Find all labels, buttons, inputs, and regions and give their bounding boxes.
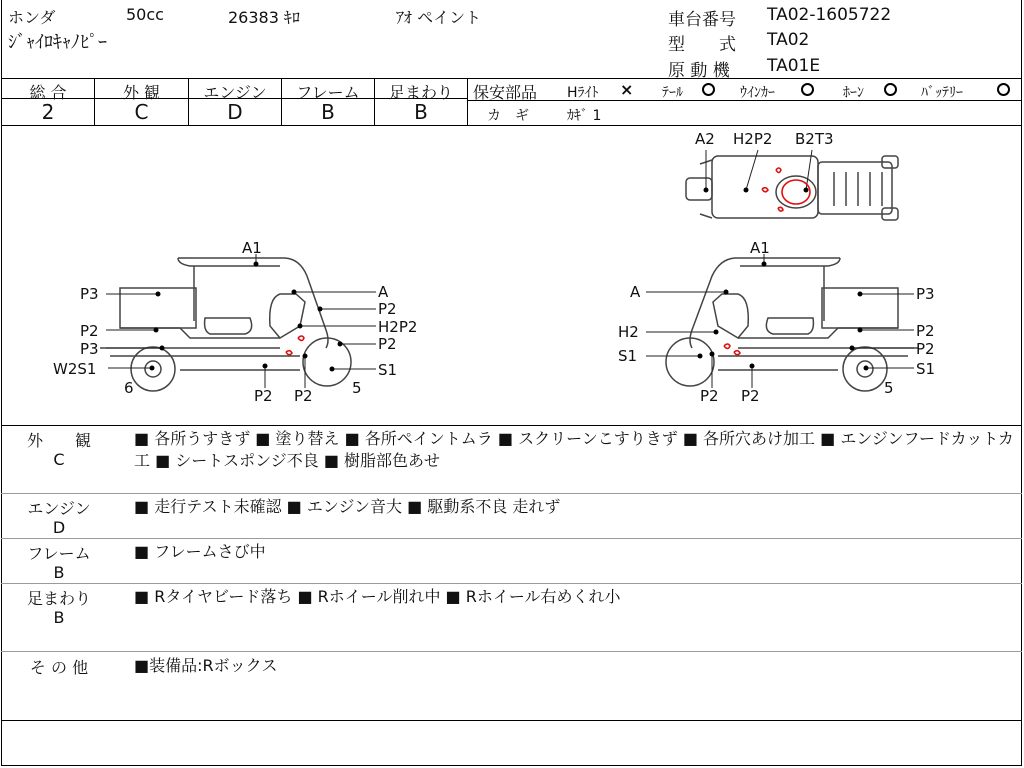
diagram-bottom-rule — [1, 425, 1022, 426]
diagram-label-right-p2-b2: P2 — [741, 387, 760, 405]
diagram-label-right-a: A — [630, 283, 641, 301]
section-suspension-grade: B — [53, 608, 65, 627]
section-engine-text: ■ 走行テスト未確認 ■ エンジン音大 ■ 駆動系不良 走れず — [134, 497, 561, 516]
section-other-text: ■装備品:Rボックス — [134, 656, 278, 675]
grade-engine: D — [227, 100, 243, 124]
section-exterior-label: 外 観 — [26, 431, 91, 450]
winker-label: ｳｲﾝｶｰ — [740, 85, 775, 101]
chassis-value: TA02-1605722 — [767, 5, 892, 25]
section-other-label: そ の 他 — [29, 658, 89, 677]
diagram-label-left-p2-r1: P2 — [378, 300, 397, 318]
diagram-label-right-p3: P3 — [916, 285, 935, 303]
scooter-left-side-view — [100, 258, 351, 391]
tail-label: ﾃｰﾙ — [662, 85, 683, 101]
grade-header-frame: フレーム — [296, 83, 360, 102]
diagram-label-left-s1: S1 — [378, 361, 398, 379]
headlight-label: Hﾗｲﾄ — [567, 85, 599, 101]
diagram-label-right-p2-1: P2 — [916, 322, 935, 340]
grade-header-engine: エンジン — [203, 83, 267, 102]
diagram-label-top-a2: A2 — [695, 130, 715, 148]
engine-value: TA01E — [767, 56, 821, 76]
scooter-right-side-view — [666, 258, 918, 391]
diagram-label-left-a1: A1 — [242, 239, 262, 257]
diagram-label-right-h2: H2 — [618, 323, 639, 341]
section-divider — [1, 651, 1022, 652]
diagram-label-left-p3-top: P3 — [80, 285, 99, 303]
horn-ok-circle-icon — [884, 83, 897, 96]
engine-label: 原 動 機 — [668, 61, 730, 81]
section-suspension-text: ■ Rタイヤビード落ち ■ Rホイール削れ中 ■ Rホイール右めくれ小 — [134, 587, 621, 606]
diagram-label-left-h2p2: H2P2 — [378, 318, 418, 336]
diagram-label-right-5: 5 — [884, 379, 894, 397]
diagram-label-left-p2-r2: P2 — [378, 335, 397, 353]
mileage: 26383 ｷﾛ — [228, 8, 300, 27]
battery-ok-circle-icon — [997, 83, 1010, 96]
winker-ok-circle-icon — [801, 83, 814, 96]
section-bottom-rule — [1, 720, 1022, 721]
section-frame-grade: B — [53, 563, 65, 582]
diagram-label-left-5: 5 — [352, 379, 362, 397]
diagram-label-right-p2-b1: P2 — [700, 387, 719, 405]
diagram-label-left-p2-b2: P2 — [294, 387, 313, 405]
diagram-label-left-p3-low: P3 — [80, 340, 99, 358]
type-value: TA02 — [767, 30, 810, 50]
diagram-label-left-p2-b1: P2 — [254, 387, 273, 405]
grade-suspension: B — [414, 100, 428, 124]
section-frame-label: フレーム — [27, 544, 91, 563]
grade-header-suspension: 足まわり — [388, 83, 453, 102]
grade-top-rule — [1, 78, 1022, 79]
key-value: ｶｷﾞ 1 — [567, 108, 602, 124]
grade-overall: 2 — [41, 100, 55, 124]
type-label: 型 式 — [668, 35, 736, 55]
battery-label: ﾊﾞｯﾃﾘｰ — [921, 85, 963, 101]
color: ｱｵ ペイント — [396, 8, 482, 27]
headlight-cross-icon: × — [620, 80, 634, 99]
section-suspension-label: 足まわり — [26, 589, 91, 608]
diagram-label-right-a1: A1 — [750, 239, 770, 257]
diagram-label-top-h2p2: H2P2 — [733, 130, 773, 148]
maker: ホンダ — [8, 8, 56, 27]
safety-label: 保安部品 — [473, 83, 538, 102]
section-exterior-grade: C — [53, 450, 65, 469]
section-divider — [1, 538, 1022, 539]
grade-exterior: C — [134, 100, 149, 124]
horn-label: ﾎｰﾝ — [843, 85, 864, 101]
tail-ok-circle-icon — [702, 83, 715, 96]
section-engine-grade: D — [52, 518, 66, 537]
grade-header-exterior: 外 観 — [122, 83, 161, 102]
diagram-label-left-p2-mid: P2 — [80, 322, 99, 340]
damage-diagram — [0, 126, 1024, 424]
diagram-label-top-b2t3: B2T3 — [795, 130, 834, 148]
displacement: 50cc — [126, 5, 164, 24]
diagram-label-right-p2-2: P2 — [916, 340, 935, 358]
model-name: ｼﾞｬｲﾛｷｬﾉﾋﾟｰ — [8, 32, 107, 53]
grade-frame: B — [321, 100, 335, 124]
diagram-label-left-6: 6 — [124, 379, 134, 397]
section-engine-label: エンジン — [27, 499, 91, 518]
key-label: カ ギ — [487, 108, 529, 124]
section-divider — [1, 493, 1022, 494]
diagram-label-left-w2s1: W2S1 — [53, 360, 97, 378]
scooter-top-view — [686, 156, 898, 220]
grade-header-overall: 総 合 — [29, 83, 67, 102]
diagram-label-right-s1-left: S1 — [618, 347, 638, 365]
diagram-label-left-a: A — [378, 283, 389, 301]
col-divider — [467, 78, 468, 125]
section-exterior-text: ■ 各所うすきず ■ 塗り替え ■ 各所ペイントムラ ■ スクリーンこすりきず ■ 各所穴あけ加工 ■ エンジンフードカットカ工 ■ シートスポンジ不良 ■ 樹脂部色あせ — [134, 429, 1014, 470]
chassis-label: 車台番号 — [668, 10, 736, 30]
diagram-label-right-s1: S1 — [916, 360, 936, 378]
section-divider — [1, 583, 1022, 584]
section-frame-text: ■ フレームさび中 — [134, 542, 266, 561]
